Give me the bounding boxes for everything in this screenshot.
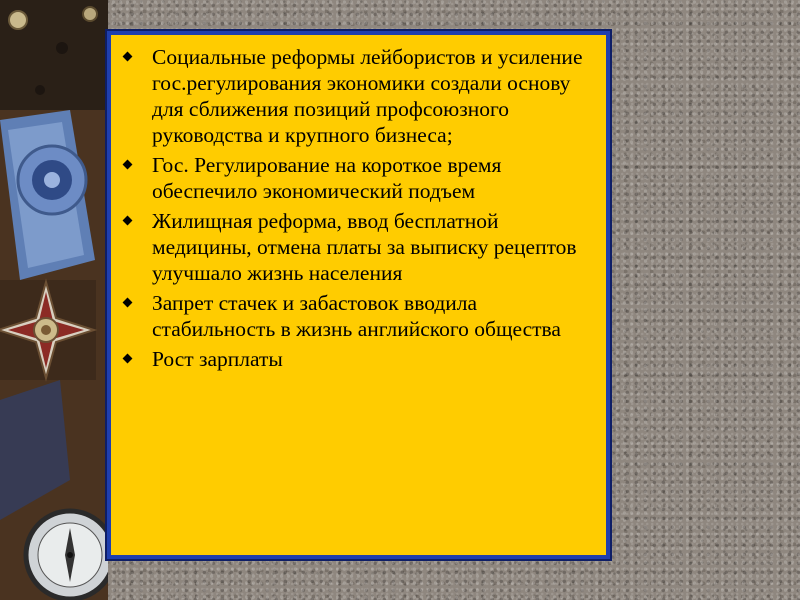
- list-item: [119, 152, 592, 204]
- content-panel: [107, 31, 610, 559]
- list-item: [119, 44, 592, 148]
- bullet-text: Запрет стачек и забастовок вводила стабильность в жизнь английского общества: [152, 291, 561, 341]
- diamond-bullet-icon: [123, 216, 133, 226]
- list-item: [119, 290, 592, 342]
- list-item: [119, 208, 592, 286]
- diamond-bullet-icon: [123, 298, 133, 308]
- diamond-bullet-icon: [123, 52, 133, 62]
- bullet-text: Гос. Регулирование на короткое время обеспечило экономический подъем: [152, 153, 502, 203]
- list-item: [119, 346, 592, 372]
- diamond-bullet-icon: [123, 160, 133, 170]
- bullet-text: Жилищная реформа, ввод бесплатной медицины, отмена платы за выписку рецептов улучшало жизнь населения: [152, 209, 577, 285]
- decorative-medal-collage: [0, 0, 108, 600]
- diamond-bullet-icon: [123, 354, 133, 364]
- bullet-text: Рост зарплаты: [152, 347, 283, 371]
- bullet-text: Социальные реформы лейбористов и усиление гос.регулирования экономики создали основу для сближения позиций профсоюзного руководства и крупного бизнеса;: [152, 45, 583, 147]
- bullet-list: [119, 44, 592, 372]
